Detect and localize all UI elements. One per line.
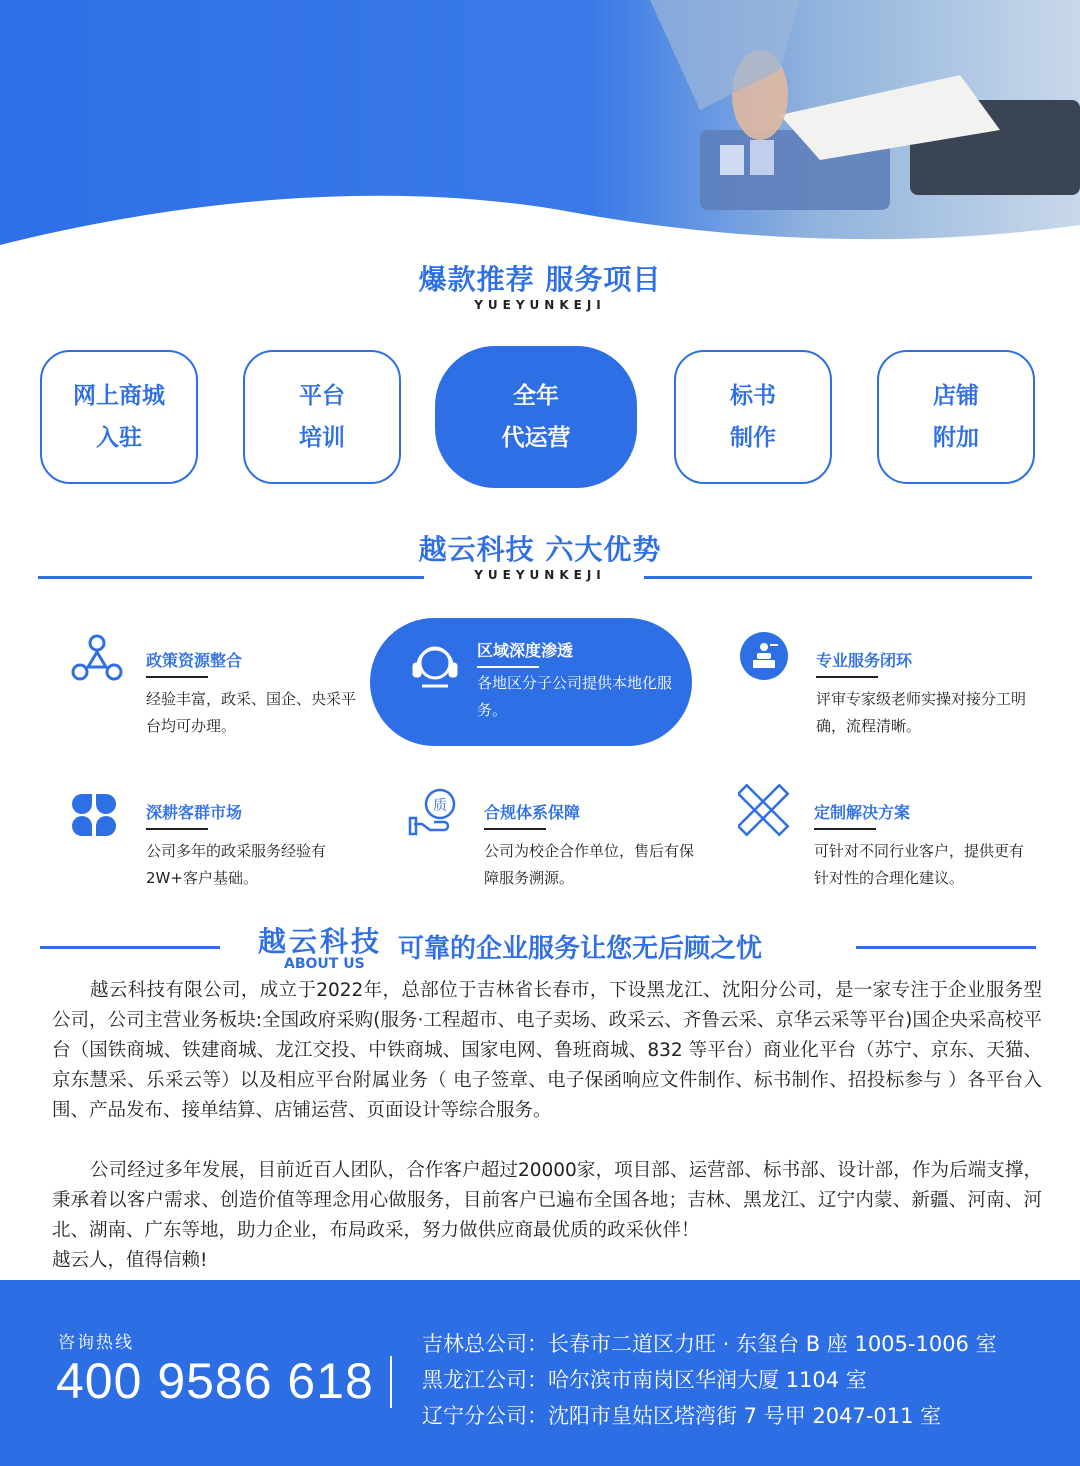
advantage-title: 政策资源整合 xyxy=(146,651,243,670)
about-paragraph-1: 越云科技有限公司，成立于2022年，总部位于吉林省长春市，下设黑龙江、沈阳分公司，是一家专注于企业服务型公司，公司主营业务板块:全国政府采购(服务·工程超市、电子卖场、政采云、齐鲁云采、京华云采等平台)国企央采高校平台（国铁商城、铁建商城、龙江交投、中铁商城、国家电网、鲁班商城、832 等平台）商业化平台（苏宁、京东、天猫、京东慧采、乐采云等）以及相应平台附属业务（ 电子签章、电子保函响应文件制作、标书制作、招投标参与 ）各平台入围、产品发布、接单结算、店铺运营、页面设计等综合服务。 xyxy=(52,980,1042,1121)
service-card-training[interactable] xyxy=(243,350,401,484)
hotline-number[interactable]: 400 9586 618 xyxy=(56,1353,374,1409)
advantage-item-highlight xyxy=(370,618,692,746)
service-card-line1: 标书 xyxy=(730,383,776,409)
title-underline xyxy=(477,666,539,668)
divider-line xyxy=(644,576,1032,579)
service-card-line2: 培训 xyxy=(299,425,345,451)
advantage-title: 专业服务闭环 xyxy=(816,651,913,670)
service-card-line2: 制作 xyxy=(730,425,776,451)
advantage-desc: 公司多年的政采服务经验有2W+客户基础。 xyxy=(146,842,327,887)
advantage-desc: 可针对不同行业客户，提供更有针对性的合理化建议。 xyxy=(814,842,1025,887)
divider-line xyxy=(856,946,1036,949)
service-card-operation[interactable] xyxy=(435,346,637,488)
advantage-desc: 公司为校企合作单位，售后有保障服务溯源。 xyxy=(484,842,695,887)
teacher-podium-icon xyxy=(740,632,794,686)
service-card-line2: 代运营 xyxy=(501,425,571,451)
title-underline xyxy=(814,828,876,830)
advantage-title: 深耕客群市场 xyxy=(146,803,243,822)
title-underline xyxy=(146,676,208,678)
advantages-title: 越云科技 六大优势 xyxy=(418,533,662,566)
about-us-label: ABOUT US xyxy=(284,956,365,972)
service-card-tender[interactable] xyxy=(674,350,832,484)
advantage-item xyxy=(70,784,400,894)
service-card-mall[interactable] xyxy=(40,350,198,484)
advantage-title: 定制解决方案 xyxy=(814,803,911,822)
headset-support-icon xyxy=(408,638,462,692)
title-underline xyxy=(484,828,546,830)
svg-text:质: 质 xyxy=(433,798,447,814)
ruler-pencil-icon xyxy=(738,784,792,838)
advantage-item xyxy=(740,632,1070,742)
services-subtitle: YUEYUNKEJI xyxy=(474,298,606,312)
header-banner xyxy=(0,0,1080,260)
about-slogan: 可靠的企业服务让您无后顾之忧 xyxy=(398,934,763,964)
advantage-title: 区域深度渗透 xyxy=(477,641,574,660)
footer xyxy=(0,1280,1080,1466)
hotline-label: 咨询热线 xyxy=(58,1333,134,1353)
service-card-line1: 平台 xyxy=(299,383,345,409)
services-title: 爆款推荐 服务项目 xyxy=(418,263,662,296)
advantage-item xyxy=(408,784,738,894)
network-nodes-icon xyxy=(70,632,124,686)
advantage-desc: 评审专家级老师实操对接分工明确，流程清晰。 xyxy=(816,690,1027,735)
advantages-subtitle: YUEYUNKEJI xyxy=(474,568,606,582)
service-card-line2: 入驻 xyxy=(96,425,142,451)
advantage-title: 合规体系保障 xyxy=(484,803,581,822)
footer-divider xyxy=(390,1356,392,1408)
service-card-line2: 附加 xyxy=(933,425,979,451)
service-card-line1: 全年 xyxy=(513,383,559,409)
divider-line xyxy=(40,946,220,949)
about-paragraph-2: 公司经过多年发展，目前近百人团队，合作客户超过20000家，项目部、运营部、标书部、设计部，作为后端支撑，秉承着以客户需求、创造价值等理念用心做服务，目前客户已遍布全国各地；吉林、黑龙江、辽宁内蒙、新疆、河南、河北、湖南、广东等地，助力企业，布局政采，努力做供应商最优质的政采伙伴！ xyxy=(52,1160,1042,1241)
quality-hand-icon xyxy=(408,784,462,838)
address-liaoning: 辽宁分公司：沈阳市皇姑区塔湾街 7 号甲 2047-011 室 xyxy=(422,1404,942,1428)
advantage-item xyxy=(738,784,1068,894)
service-card-store[interactable] xyxy=(877,350,1035,484)
advantage-item xyxy=(70,632,400,742)
title-underline xyxy=(816,676,878,678)
service-card-line1: 网上商城 xyxy=(73,383,165,409)
advantage-desc: 各地区分子公司提供本地化服务。 xyxy=(477,674,673,719)
title-underline xyxy=(146,828,208,830)
header-graphic xyxy=(0,0,1080,260)
advantage-desc: 经验丰富，政采、国企、央采平台均可办理。 xyxy=(146,690,357,735)
address-heilongjiang: 黑龙江公司：哈尔滨市南岗区华润大厦 1104 室 xyxy=(422,1368,867,1392)
divider-line xyxy=(38,576,424,579)
four-petal-grid-icon xyxy=(70,784,124,838)
about-paragraph-3: 越云人，值得信赖! xyxy=(52,1250,208,1271)
address-jilin: 吉林总公司：长春市二道区力旺 · 东玺台 B 座 1005-1006 室 xyxy=(422,1332,997,1356)
about-brand: 越云科技 xyxy=(258,925,383,958)
service-card-line1: 店铺 xyxy=(933,383,979,409)
